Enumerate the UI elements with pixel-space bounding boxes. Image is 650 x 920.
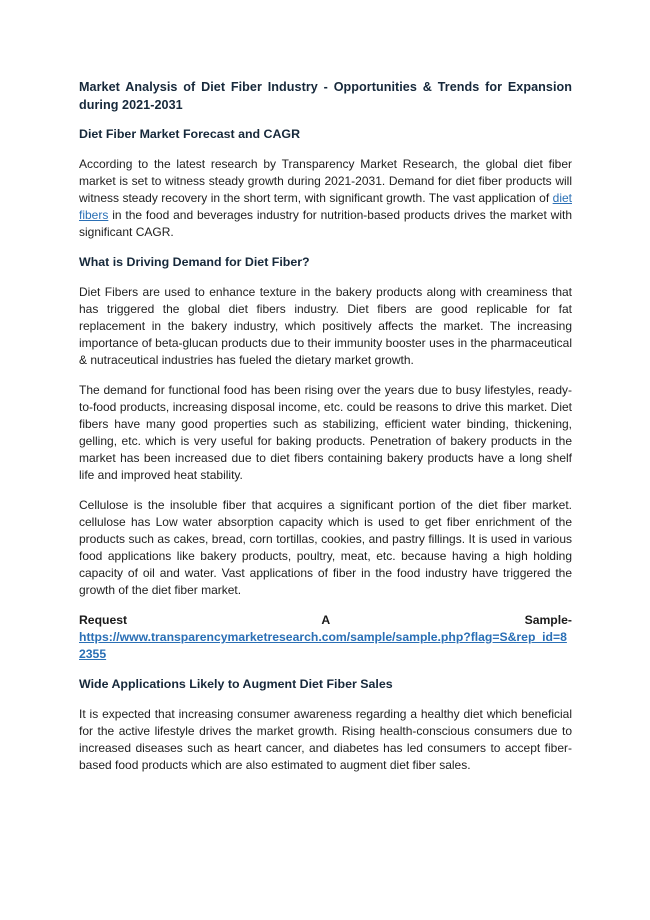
request-word: Request: [79, 613, 128, 627]
diet-fibers-link[interactable]: diet fibers: [79, 191, 572, 222]
paragraph-text: in the food and beverages industry for nutrition-based products drives the market with significant CAGR.: [79, 208, 572, 239]
paragraph-forecast: [79, 156, 572, 241]
document-title: Market Analysis of Diet Fiber Industry - Opportunities & Trends for Expansion during 2021-2031: [79, 80, 572, 112]
request-word: Sample-: [524, 613, 572, 627]
paragraph-text: According to the latest research by Transparency Market Research, the global diet fiber market is set to witness steady growth during 2021-2031. Demand for diet fiber products will witness steady recovery in the short term, with significant growth. The vast application of: [79, 157, 572, 205]
paragraph-cellulose: Cellulose is the insoluble fiber that acquires a significant portion of the diet fiber market. cellulose has Low water absorption capacity which is used to get fiber enrichment of the products such as cakes, bread, corn tortillas, cookies, and pastry fillings. It is used in various food applications like bakery products, poultry, meat, etc. because having a high holding capacity of oil and water. Vast applications of fiber in the food industry have triggered the growth of the diet fiber market.: [79, 498, 572, 597]
section-heading-wide-applications: Wide Applications Likely to Augment Diet Fiber Sales: [79, 677, 393, 691]
paragraph-texture: Diet Fibers are used to enhance texture in the bakery products along with creaminess that has triggered the global diet fibers industry. Diet fibers are good replicable for fat replacement in the bakery industry, which positively affects the market. The increasing importance of beta-glucan products due to their immunity booster uses in the pharmaceutical & nutraceutical industries has fueled the dietary market growth.: [79, 285, 572, 367]
paragraph-functional-food: The demand for functional food has been rising over the years due to busy lifestyles, ready-to-food products, increasing disposal income, etc. could be reasons to drive this market. Diet fibers have many good properties such as stabilizing, efficient water binding, thickening, gelling, etc. which is very useful for baking products. Penetration of bakery products in the market has been increased due to diet fibers containing bakery products have a long shelf life and improved heat stability.: [79, 383, 572, 482]
document-page: [79, 78, 572, 787]
request-word: A: [321, 613, 331, 627]
request-sample-link[interactable]: https://www.transparencymarketresearch.com/sample/sample.php?flag=S&rep_id=82355: [79, 630, 567, 661]
section-heading-forecast: Diet Fiber Market Forecast and CAGR: [79, 127, 301, 141]
section-heading-driving-demand: What is Driving Demand for Diet Fiber?: [79, 255, 310, 269]
request-sample-block: [79, 612, 572, 663]
paragraph-consumer-awareness: It is expected that increasing consumer awareness regarding a healthy diet which beneficial for the active lifestyle drives the market growth. Rising health-conscious consumers due to increased diseases such as heart cancer, and diabetes has led consumers to accept fiber-based food products which are also estimated to augment diet fiber sales.: [79, 707, 572, 772]
request-sample-label: [79, 612, 572, 629]
